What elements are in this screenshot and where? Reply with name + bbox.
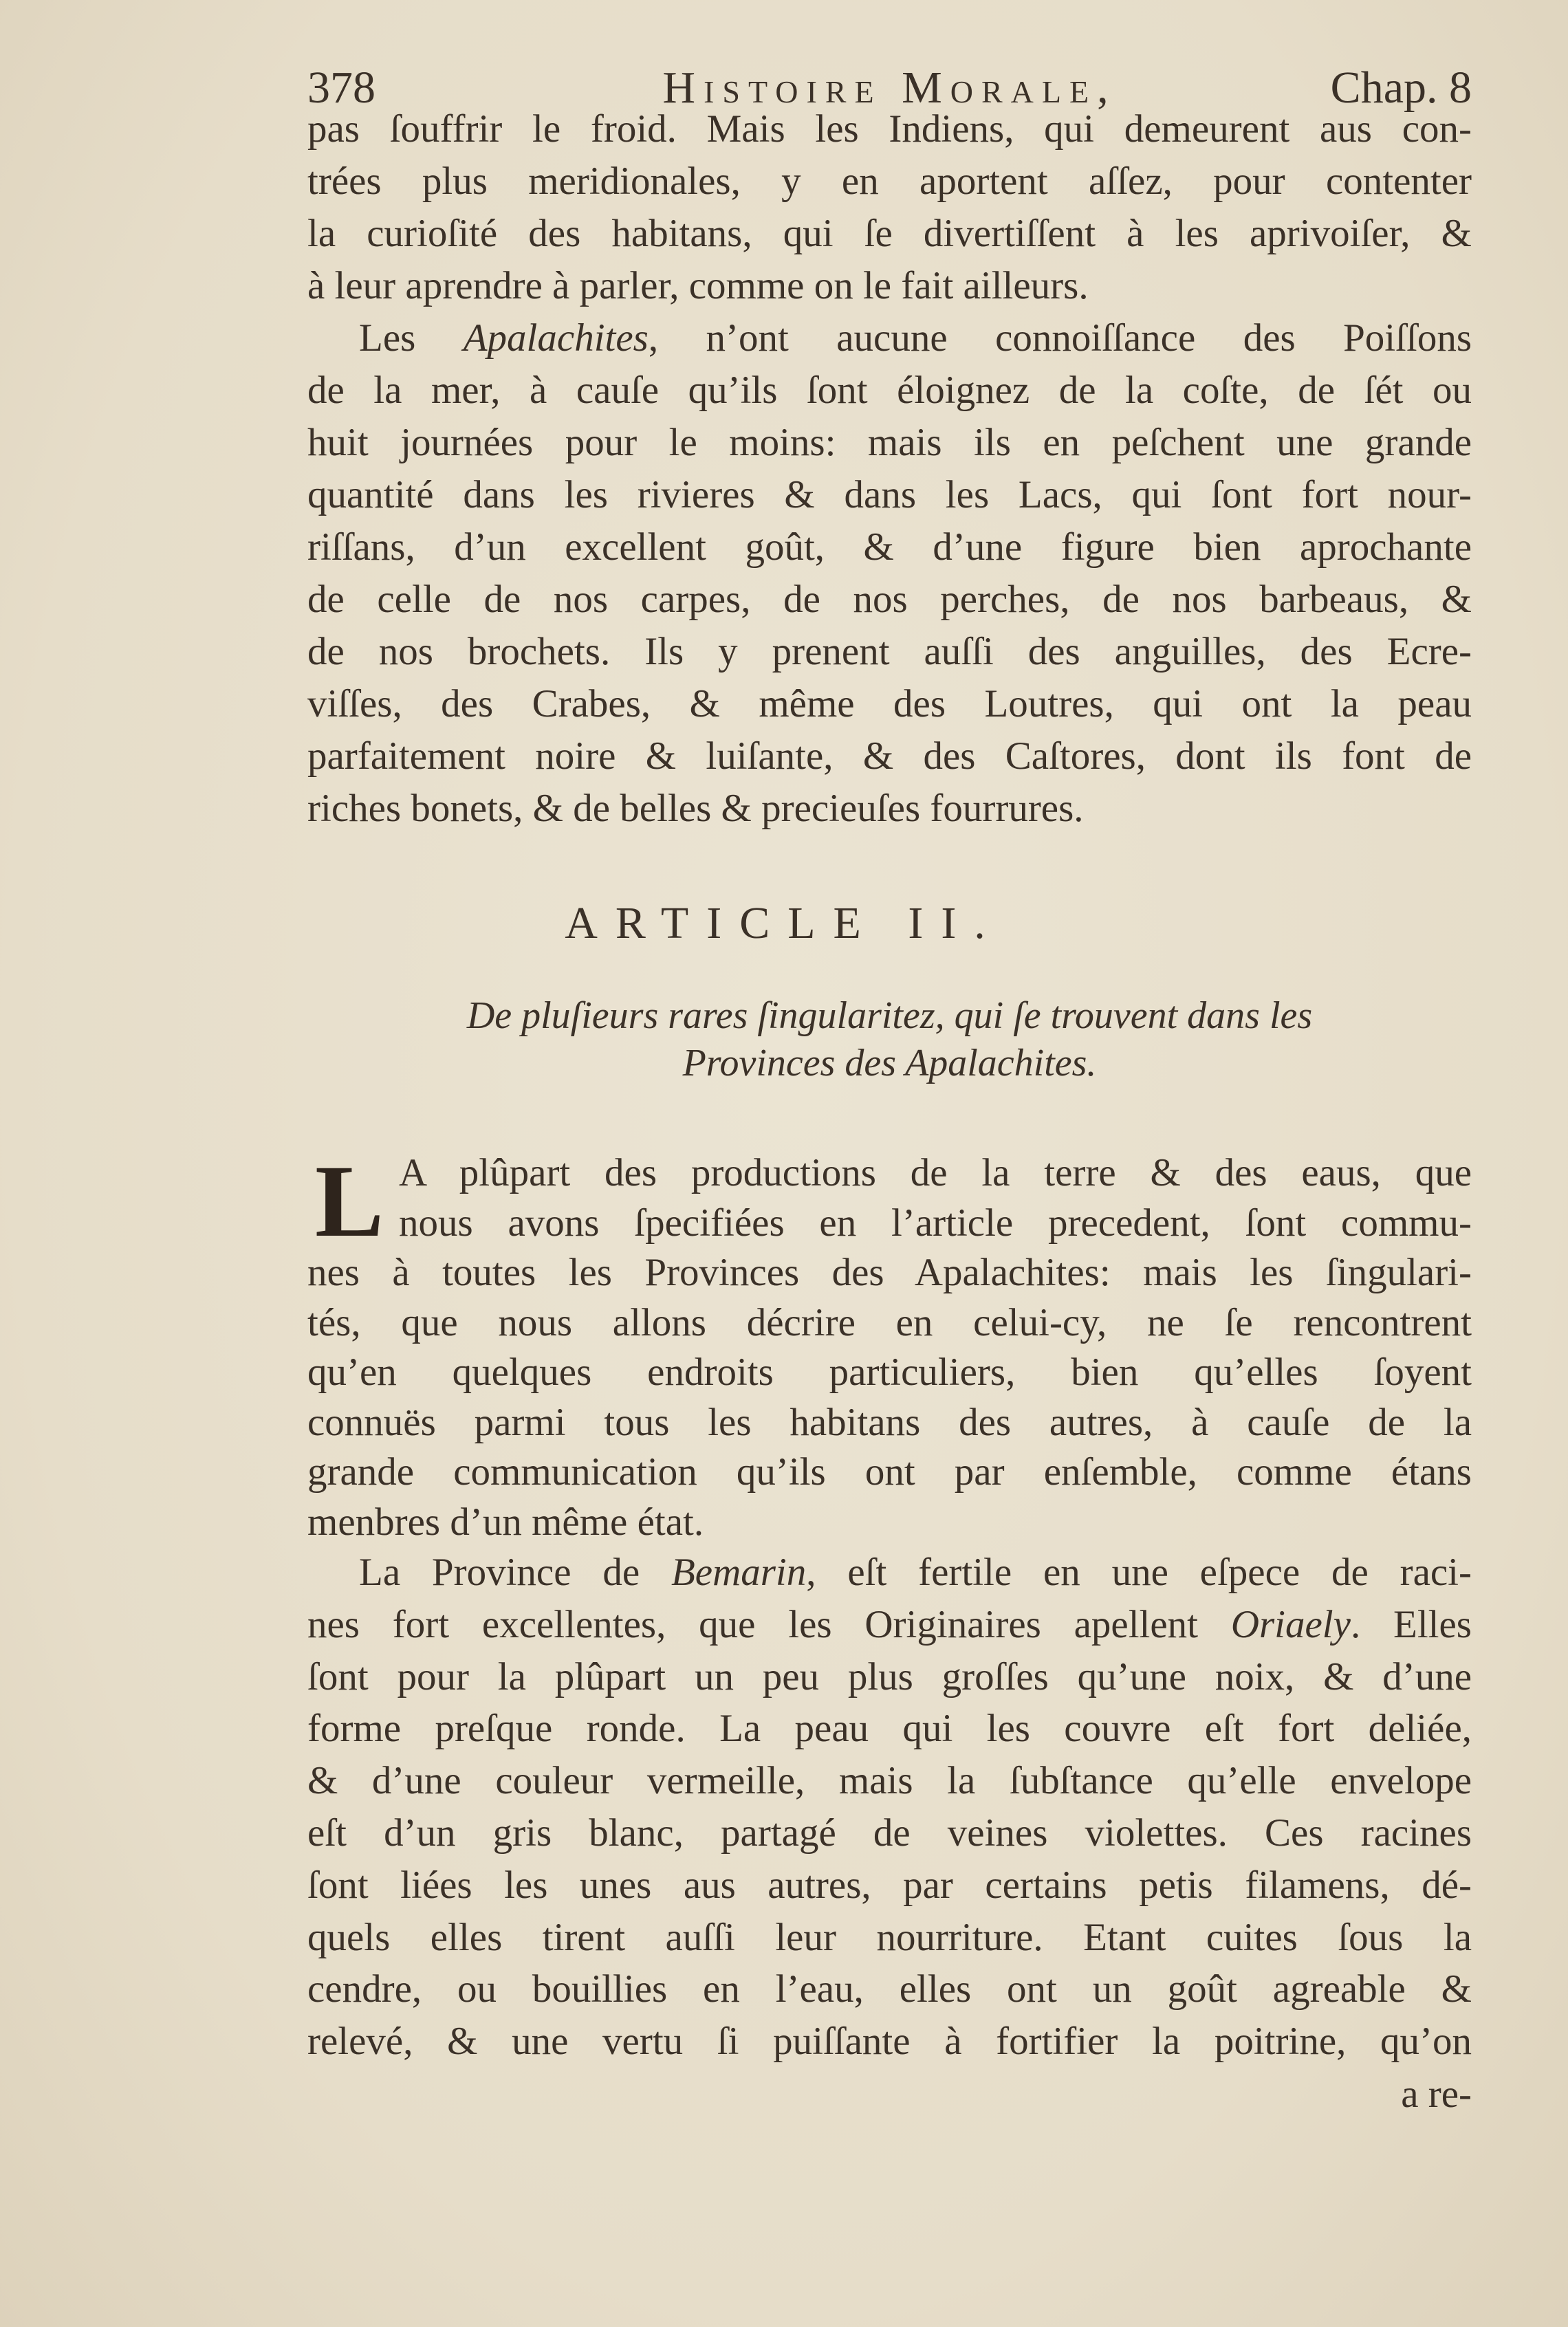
text-segment: trées plus meridionales, y en aportent aſſez, pour contenter — [307, 160, 1472, 203]
text-line — [307, 626, 1472, 678]
text-line — [307, 1651, 1472, 1703]
text-segment: ſont pour la plûpart un peu plus groſſes qu’une noix, & d’une — [307, 1654, 1472, 1698]
text-segment: ſont liées les unes aus autres, par certains petis filamens, dé- — [307, 1863, 1472, 1907]
italic-name: Bemarin — [671, 1551, 807, 1594]
text-line — [307, 417, 1472, 469]
catchword: a re- — [1401, 2073, 1472, 2116]
text-segment: tés, que nous allons décrire en celui-cy, ne ſe rencontrent — [307, 1300, 1472, 1344]
text-line — [307, 1496, 1472, 1549]
text-line — [307, 1397, 1472, 1449]
page-number: 378 — [307, 63, 375, 113]
text-line — [307, 469, 1472, 521]
text-line — [307, 1912, 1472, 1964]
text-line — [307, 1346, 1472, 1399]
text-line — [307, 2015, 1472, 2068]
text-line — [307, 1446, 1472, 1498]
text-line — [399, 1147, 1472, 1199]
text-line — [399, 1197, 1472, 1249]
text-segment: nes à toutes les Provinces des Apalachites: mais les ſingulari- — [307, 1251, 1472, 1294]
chapter-label: Chap. 8 — [1330, 63, 1472, 113]
article-heading: ARTICLE II. — [565, 898, 1003, 948]
text-segment: , eſt fertile en une eſpece de raci- — [806, 1551, 1472, 1594]
text-segment: . Elles — [1350, 1602, 1472, 1646]
text-segment: de la mer, à cauſe qu’ils ſont éloignez de la coſte, de ſét ou — [307, 369, 1472, 412]
text-segment: A plûpart des productions de la terre & des eaus, que — [399, 1151, 1472, 1194]
text-line — [307, 312, 1472, 364]
text-segment: riches bonets, & de belles & precieuſes fourrures. — [307, 787, 1084, 830]
text-line — [307, 103, 1472, 155]
text-segment: La Province de — [359, 1551, 671, 1594]
text-line — [307, 1247, 1472, 1299]
text-segment: de celle de nos carpes, de nos perches, de nos barbeaus, & — [307, 578, 1472, 621]
text-line — [307, 364, 1472, 417]
text-line — [307, 1703, 1472, 1755]
text-line — [307, 1599, 1472, 1651]
text-segment: menbres d’un même état. — [307, 1500, 704, 1544]
text-segment: riſſans, d’un excellent goût, & d’une figure bien aprochante — [307, 525, 1472, 569]
running-title: Histoire Morale, — [662, 63, 1117, 113]
text-line — [307, 208, 1472, 260]
text-line — [307, 678, 1472, 730]
article-subtitle-line-1: De pluſieurs rares ſingularitez, qui ſe trouvent dans les — [466, 994, 1313, 1037]
text-segment: nes fort excellentes, que les Originaires apellent — [307, 1602, 1231, 1646]
text-line — [307, 1807, 1472, 1859]
text-line — [307, 1547, 1472, 1599]
text-segment: pas ſouffrir le froid. Mais les Indiens, qui demeurent aus con- — [307, 107, 1472, 151]
text-segment: viſſes, des Crabes, & même des Loutres, qui ont la peau — [307, 682, 1472, 725]
text-segment: à leur aprendre à parler, comme on le fait ailleurs. — [307, 264, 1089, 307]
text-line — [307, 730, 1472, 783]
text-segment: quels elles tirent auſſi leur nourriture. Etant cuites ſous la — [307, 1915, 1472, 1959]
text-segment: & d’une couleur vermeille, mais la ſubſtance qu’elle envelope — [307, 1759, 1472, 1803]
text-segment: eſt d’un gris blanc, partagé de veines violettes. Ces racines — [307, 1811, 1472, 1855]
text-segment: forme preſque ronde. La peau qui les couvre eſt fort deliée, — [307, 1707, 1472, 1751]
text-segment: relevé, & une vertu ſi puiſſante à fortifier la poitrine, qu’on — [307, 2020, 1472, 2064]
text-line — [307, 521, 1472, 573]
text-line — [307, 1755, 1472, 1807]
text-segment: parfaitement noire & luiſante, & des Caſtores, dont ils font de — [307, 734, 1472, 778]
text-segment: qu’en quelques endroits particuliers, bien qu’elles ſoyent — [307, 1351, 1472, 1394]
text-segment: connuës parmi tous les habitans des autres, à cauſe de la — [307, 1400, 1472, 1444]
text-line — [307, 573, 1472, 626]
text-line — [307, 783, 1472, 835]
text-line — [307, 260, 1472, 312]
text-line — [307, 1297, 1472, 1349]
italic-name: Apalachites — [463, 316, 649, 360]
text-segment: la curioſité des habitans, qui ſe divertiſſent à les aprivoiſer, & — [307, 212, 1472, 255]
text-segment: huit journées pour le moins: mais ils en peſchent une grande — [307, 421, 1472, 464]
drop-cap: L — [315, 1144, 384, 1258]
text-segment: , n’ont aucune connoiſſance des Poiſſons — [648, 316, 1472, 360]
text-segment: nous avons ſpecifiées en l’article precedent, ſont commu- — [399, 1201, 1472, 1245]
text-segment: grande communication qu’ils ont par enſemble, comme étans — [307, 1450, 1472, 1494]
text-segment: Les — [359, 316, 464, 360]
text-segment: quantité dans les rivieres & dans les Lacs, qui ſont fort nour- — [307, 473, 1472, 516]
text-line — [307, 1859, 1472, 1912]
article-subtitle-line-2: Provinces des Apalachites. — [682, 1042, 1097, 1084]
text-line — [307, 155, 1472, 208]
text-segment: de nos brochets. Ils y prenent auſſi des anguilles, des Ecre- — [307, 630, 1472, 673]
text-line — [307, 1963, 1472, 2015]
italic-name: Oriaely — [1230, 1602, 1351, 1646]
text-segment: cendre, ou bouillies en l’eau, elles ont un goût agreable & — [307, 1967, 1472, 2011]
